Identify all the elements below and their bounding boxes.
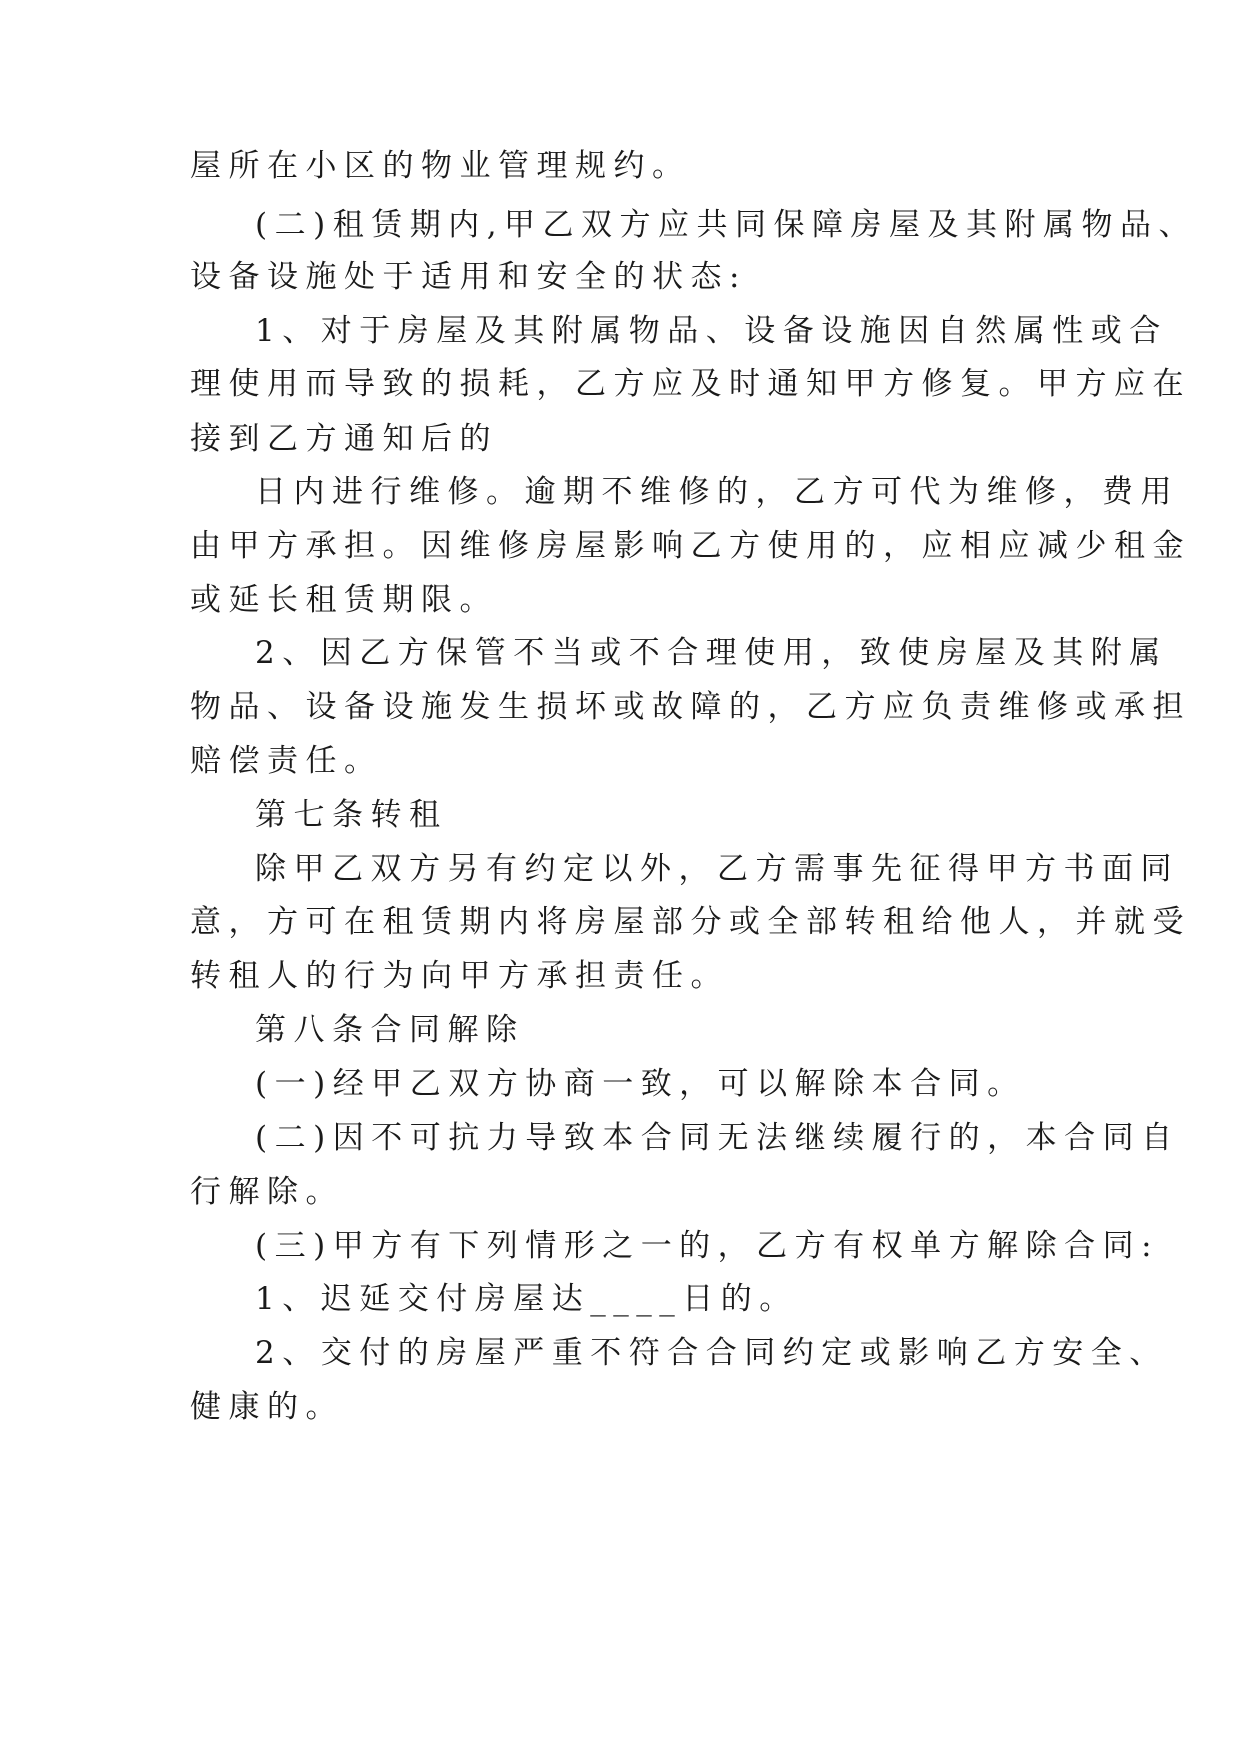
paragraph-line: 2、交付的房屋严重不符合合同约定或影响乙方安全、 xyxy=(255,1335,1168,1371)
section-heading: 第八条合同解除 xyxy=(255,1012,525,1048)
paragraph-line: 转租人的行为向甲方承担责任。 xyxy=(190,958,729,994)
paragraph-line: 日内进行维修。逾期不维修的，乙方可代为维修，费用 xyxy=(255,474,1179,510)
paragraph-line: (二)租赁期内,甲乙双方应共同保障房屋及其附属物品、 xyxy=(255,207,1198,243)
paragraph-line: 接到乙方通知后的 xyxy=(190,421,498,457)
paragraph-line: (二)因不可抗力导致本合同无法继续履行的，本合同自 xyxy=(255,1120,1180,1156)
paragraph-line: 物品、设备设施发生损坏或故障的，乙方应负责维修或承担 xyxy=(190,689,1191,725)
paragraph-line: 1、迟延交付房屋达____日的。 xyxy=(255,1281,798,1317)
section-heading: 第七条转租 xyxy=(255,797,448,833)
paragraph-line: 健康的。 xyxy=(190,1389,344,1425)
paragraph-line: 1、对于房屋及其附属物品、设备设施因自然属性或合 xyxy=(255,313,1168,349)
paragraph-line: (一)经甲乙双方协商一致，可以解除本合同。 xyxy=(255,1066,1026,1102)
paragraph-line: 设备设施处于适用和安全的状态: xyxy=(190,259,747,295)
paragraph-line: 行解除。 xyxy=(190,1174,344,1210)
paragraph-line: 赔偿责任。 xyxy=(190,743,383,779)
paragraph-line: (三)甲方有下列情形之一的，乙方有权单方解除合同: xyxy=(255,1228,1160,1264)
paragraph-line: 意，方可在租赁期内将房屋部分或全部转租给他人，并就受 xyxy=(190,904,1191,940)
paragraph-line: 屋所在小区的物业管理规约。 xyxy=(190,148,691,184)
paragraph-line: 理使用而导致的损耗，乙方应及时通知甲方修复。甲方应在 xyxy=(190,366,1191,402)
paragraph-line: 由甲方承担。因维修房屋影响乙方使用的，应相应减少租金 xyxy=(190,528,1191,564)
paragraph-line: 2、因乙方保管不当或不合理使用，致使房屋及其附属 xyxy=(255,635,1168,671)
paragraph-line: 或延长租赁期限。 xyxy=(190,582,498,618)
paragraph-line: 除甲乙双方另有约定以外，乙方需事先征得甲方书面同 xyxy=(255,851,1179,887)
